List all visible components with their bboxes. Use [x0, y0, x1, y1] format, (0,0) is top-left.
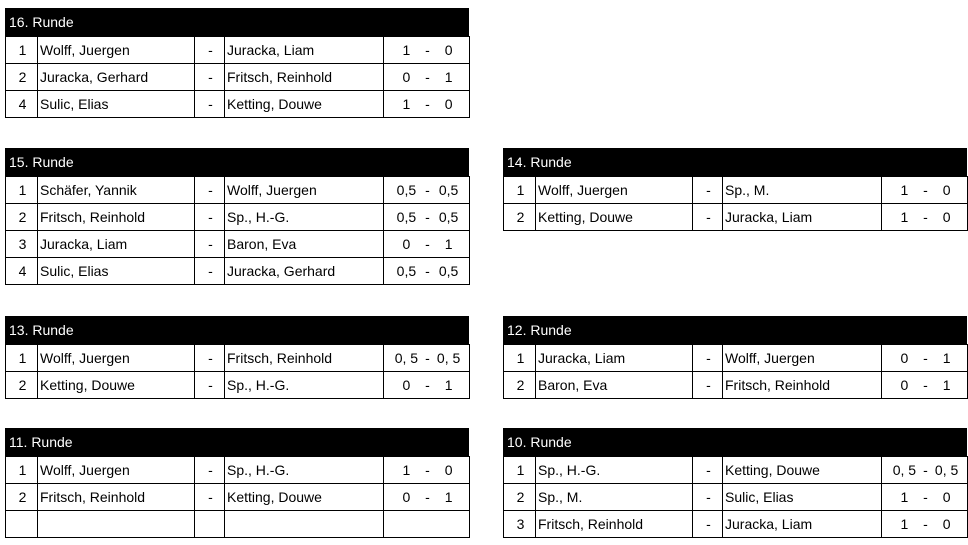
white-player: Juracka, Gerhard — [38, 64, 195, 91]
result-white: 0 — [402, 69, 411, 85]
result-separator: - — [425, 209, 430, 225]
pairing-separator: - — [693, 345, 723, 372]
white-player: Wolff, Juergen — [536, 177, 693, 204]
board-number: 1 — [504, 177, 536, 204]
white-player: Juracka, Liam — [536, 345, 693, 372]
black-player: Sp., H.-G. — [225, 372, 384, 399]
result-white: 0 — [900, 377, 909, 393]
round-title: 16. Runde — [5, 8, 469, 36]
result-separator: - — [923, 516, 928, 532]
result-white: 1 — [900, 489, 909, 505]
result-separator: - — [923, 489, 928, 505]
pairing-separator: - — [195, 345, 225, 372]
result-white: 0,5 — [396, 209, 417, 225]
table-row — [504, 177, 968, 204]
result-white: 1 — [402, 42, 411, 58]
pairings-table — [503, 456, 968, 538]
result-black: 1 — [444, 489, 453, 505]
board-number: 1 — [6, 177, 38, 204]
game-result — [384, 177, 470, 204]
round-block — [5, 8, 469, 118]
black-player: Ketting, Douwe — [225, 484, 384, 511]
white-player: Sulic, Elias — [38, 91, 195, 118]
game-result — [384, 258, 470, 285]
result-separator: - — [923, 462, 928, 478]
result-black: 0, 5 — [436, 350, 461, 366]
board-number: 1 — [6, 37, 38, 64]
board-number: 1 — [504, 345, 536, 372]
board-number: 2 — [504, 484, 536, 511]
black-player: Juracka, Liam — [225, 37, 384, 64]
game-result — [882, 345, 968, 372]
table-row — [6, 204, 470, 231]
game-result — [384, 231, 470, 258]
black-player: Baron, Eva — [225, 231, 384, 258]
board-number: 2 — [6, 64, 38, 91]
pairings-table — [5, 176, 470, 285]
result-white: 1 — [402, 96, 411, 112]
board-number: 3 — [504, 511, 536, 538]
pairing-separator: - — [195, 372, 225, 399]
board-number: 3 — [6, 231, 38, 258]
result-separator: - — [425, 96, 430, 112]
table-row — [6, 345, 470, 372]
board-number: 2 — [6, 204, 38, 231]
table-row — [6, 37, 470, 64]
result-white: 0 — [900, 350, 909, 366]
result-separator: - — [923, 377, 928, 393]
pairing-separator: - — [195, 457, 225, 484]
black-player: Wolff, Juergen — [723, 345, 882, 372]
table-row — [6, 484, 470, 511]
round-block — [5, 148, 469, 285]
result-separator: - — [425, 263, 430, 279]
round-title: 12. Runde — [503, 316, 967, 344]
round-title: 13. Runde — [5, 316, 469, 344]
result-separator: - — [425, 182, 430, 198]
white-player: Ketting, Douwe — [38, 372, 195, 399]
result-black: 0,5 — [438, 182, 459, 198]
black-player: Sp., M. — [723, 177, 882, 204]
white-player: Sulic, Elias — [38, 258, 195, 285]
game-result — [384, 457, 470, 484]
board-number: 2 — [504, 204, 536, 231]
pairing-separator — [195, 511, 225, 538]
game-result — [384, 64, 470, 91]
white-player: Sp., H.-G. — [536, 457, 693, 484]
game-result — [882, 372, 968, 399]
black-player: Sp., H.-G. — [225, 204, 384, 231]
table-row — [6, 64, 470, 91]
result-white: 0 — [402, 377, 411, 393]
result-white: 0, 5 — [394, 350, 419, 366]
result-white: 0,5 — [396, 182, 417, 198]
black-player: Sp., H.-G. — [225, 457, 384, 484]
result-white: 1 — [900, 209, 909, 225]
result-black: 0 — [444, 462, 453, 478]
black-player: Juracka, Liam — [723, 511, 882, 538]
black-player: Juracka, Liam — [723, 204, 882, 231]
black-player: Wolff, Juergen — [225, 177, 384, 204]
table-row — [504, 511, 968, 538]
white-player: Juracka, Liam — [38, 231, 195, 258]
result-separator: - — [425, 350, 430, 366]
pairing-separator: - — [195, 37, 225, 64]
table-row — [6, 91, 470, 118]
white-player: Fritsch, Reinhold — [38, 204, 195, 231]
table-row — [504, 457, 968, 484]
white-player: Baron, Eva — [536, 372, 693, 399]
result-white: 1 — [900, 516, 909, 532]
white-player: Wolff, Juergen — [38, 457, 195, 484]
white-player: Ketting, Douwe — [536, 204, 693, 231]
round-block — [5, 316, 469, 399]
table-row — [504, 484, 968, 511]
round-title: 11. Runde — [5, 428, 469, 456]
black-player: Sulic, Elias — [723, 484, 882, 511]
pairings-table — [503, 176, 968, 231]
table-row — [504, 345, 968, 372]
white-player: Schäfer, Yannik — [38, 177, 195, 204]
result-white: 1 — [900, 182, 909, 198]
game-result — [384, 511, 470, 538]
game-result — [882, 204, 968, 231]
round-block — [503, 316, 967, 399]
game-result — [384, 204, 470, 231]
round-block — [5, 428, 469, 538]
result-black: 1 — [942, 350, 951, 366]
round-title: 10. Runde — [503, 428, 967, 456]
round-block — [503, 428, 967, 538]
black-player: Fritsch, Reinhold — [225, 64, 384, 91]
result-separator: - — [425, 42, 430, 58]
result-separator: - — [425, 489, 430, 505]
result-black: 0 — [444, 42, 453, 58]
white-player: Wolff, Juergen — [38, 37, 195, 64]
result-white: 0 — [402, 236, 411, 252]
white-player — [38, 511, 195, 538]
board-number: 1 — [504, 457, 536, 484]
result-separator: - — [425, 377, 430, 393]
board-number: 2 — [6, 372, 38, 399]
game-result — [384, 372, 470, 399]
pairing-separator: - — [693, 511, 723, 538]
result-separator: - — [923, 182, 928, 198]
pairings-table — [503, 344, 968, 399]
board-number — [6, 511, 38, 538]
board-number: 4 — [6, 91, 38, 118]
board-number: 1 — [6, 345, 38, 372]
result-black: 0,5 — [438, 263, 459, 279]
table-row — [6, 231, 470, 258]
white-player: Fritsch, Reinhold — [536, 511, 693, 538]
table-row — [6, 177, 470, 204]
result-black: 1 — [444, 69, 453, 85]
pairing-separator: - — [195, 177, 225, 204]
result-black: 0,5 — [438, 209, 459, 225]
result-black: 1 — [942, 377, 951, 393]
game-result — [882, 484, 968, 511]
black-player: Fritsch, Reinhold — [225, 345, 384, 372]
result-black: 0 — [942, 516, 951, 532]
board-number: 1 — [6, 457, 38, 484]
board-number: 2 — [6, 484, 38, 511]
pairing-separator: - — [195, 484, 225, 511]
result-separator: - — [923, 209, 928, 225]
result-black: 0 — [942, 489, 951, 505]
result-separator: - — [923, 350, 928, 366]
game-result — [882, 457, 968, 484]
pairing-separator: - — [195, 258, 225, 285]
black-player: Fritsch, Reinhold — [723, 372, 882, 399]
black-player: Ketting, Douwe — [723, 457, 882, 484]
pairings-table — [5, 344, 470, 399]
pairing-separator: - — [195, 91, 225, 118]
round-block — [503, 148, 967, 231]
board-number: 4 — [6, 258, 38, 285]
result-black: 0 — [942, 182, 951, 198]
white-player: Wolff, Juergen — [38, 345, 195, 372]
pairing-separator: - — [693, 372, 723, 399]
game-result — [384, 484, 470, 511]
result-separator: - — [425, 69, 430, 85]
result-white: 0, 5 — [892, 462, 917, 478]
result-separator: - — [425, 462, 430, 478]
pairing-separator: - — [693, 177, 723, 204]
game-result — [384, 91, 470, 118]
round-title: 14. Runde — [503, 148, 967, 176]
pairing-separator: - — [195, 231, 225, 258]
result-black: 1 — [444, 236, 453, 252]
pairings-table — [5, 456, 470, 538]
pairings-table — [5, 36, 470, 118]
pairing-separator: - — [195, 204, 225, 231]
board-number: 2 — [504, 372, 536, 399]
result-black: 0, 5 — [934, 462, 959, 478]
white-player: Fritsch, Reinhold — [38, 484, 195, 511]
table-row — [6, 457, 470, 484]
pairing-separator: - — [195, 64, 225, 91]
pairing-separator: - — [693, 204, 723, 231]
result-black: 1 — [444, 377, 453, 393]
black-player: Ketting, Douwe — [225, 91, 384, 118]
black-player: Juracka, Gerhard — [225, 258, 384, 285]
table-row — [6, 258, 470, 285]
game-result — [882, 511, 968, 538]
result-white: 0 — [402, 489, 411, 505]
result-separator: - — [425, 236, 430, 252]
game-result — [384, 345, 470, 372]
game-result — [882, 177, 968, 204]
result-black: 0 — [444, 96, 453, 112]
table-row — [6, 511, 470, 538]
result-black: 0 — [942, 209, 951, 225]
result-white: 1 — [402, 462, 411, 478]
pairing-separator: - — [693, 484, 723, 511]
white-player: Sp., M. — [536, 484, 693, 511]
pairing-separator: - — [693, 457, 723, 484]
result-white: 0,5 — [396, 263, 417, 279]
table-row — [504, 372, 968, 399]
round-title: 15. Runde — [5, 148, 469, 176]
game-result — [384, 37, 470, 64]
table-row — [504, 204, 968, 231]
table-row — [6, 372, 470, 399]
black-player — [225, 511, 384, 538]
